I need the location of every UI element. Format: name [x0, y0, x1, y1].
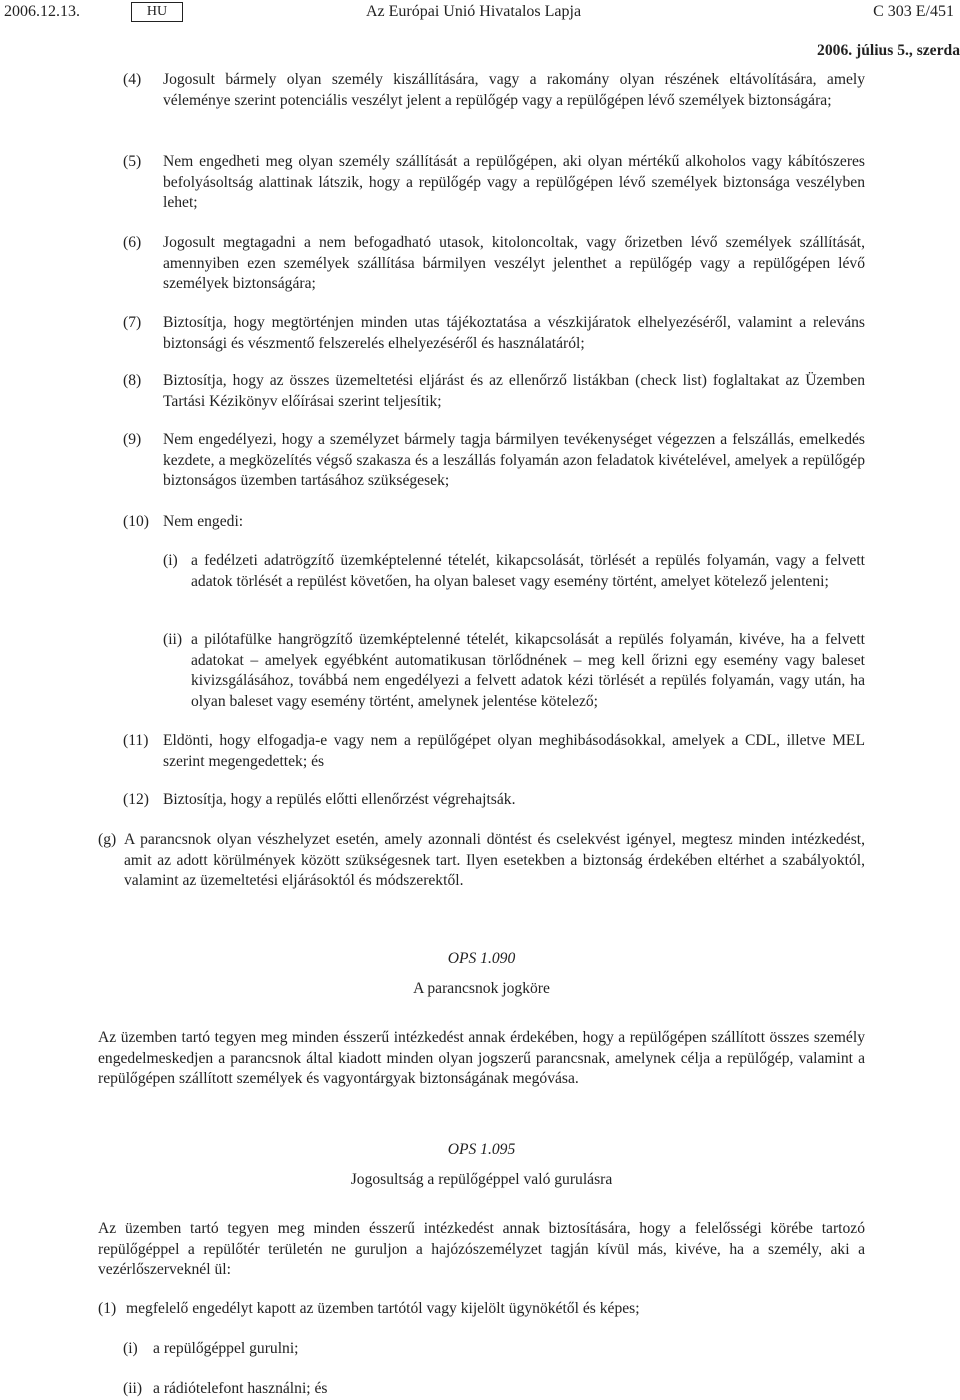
paragraph-label: (g)	[98, 831, 117, 848]
item-text: Biztosítja, hogy a repülés előtti ellenőrzést végrehajtsák.	[163, 791, 516, 808]
item-number: (5)	[123, 153, 142, 170]
item-number: (12)	[123, 791, 149, 808]
publication-date: 2006. július 5., szerda	[817, 42, 960, 59]
item-text: Nem engedi:	[163, 513, 244, 530]
journal-title: Az Európai Unió Hivatalos Lapja	[366, 3, 582, 20]
item-text: Biztosítja, hogy az összes üzemeltetési eljárást és az ellenőrző listákban (check list) foglaltakat az Üzemben Tartási Kézikönyv előírásai szerint teljesítik;	[163, 372, 865, 410]
item-number: (10)	[123, 513, 149, 530]
sub-item-number: (i)	[163, 552, 178, 569]
section-body: Az üzemben tartó tegyen meg minden ésszerű intézkedést annak érdekében, hogy a repülőgépen szállított összes személy engedelmeskedjen a parancsnok által kiadott minden olyan jogszerű parancsnak, amelynek célja a repülőgép, valamint a repülőgépen szállított személyek és vagyontárgyak biztonságának megóvása.	[98, 1029, 865, 1087]
sub-item-text: a fedélzeti adatrögzítő üzemképtelenné tételét, kikapcsolását, törlését a repülés folyamán, vagy a felvett adatok törlését a repülést követően, ha olyan baleset vagy esemény történt, amelyet kötelező jelenteni;	[191, 552, 865, 590]
journal-reference: C 303 E/451	[873, 3, 954, 20]
sub-item-number: (ii)	[123, 1380, 143, 1397]
page-header	[0, 0, 960, 24]
item-number: (11)	[123, 732, 149, 749]
item-text: Nem engedélyezi, hogy a személyzet bármely tagja bármilyen tevékenységet végezzen a felszállás, emelkedés kezdete, a megközelítés végső szakasza és a leszállás folyamán azon feladatok kivételével, amelyek a repülőgép biztonságos üzemben tartásához szükségesek;	[163, 431, 865, 489]
section-code: OPS 1.090	[447, 950, 516, 967]
item-text: Nem engedheti meg olyan személy szállítását a repülőgépen, aki olyan mértékű alkoholos vagy kábítószeres befolyásoltság alattinak látszik, hogy a repülőgép vagy a repülőgépen lévő személyek biztonsága veszélyben lehet;	[163, 153, 865, 211]
header-date: 2006.12.13.	[4, 3, 80, 20]
item-number: (4)	[123, 71, 142, 88]
item-text: Jogosult bármely olyan személy kiszállítására, vagy a rakomány olyan részének eltávolítására, amely véleménye szerint potenciális veszélyt jelent a repülőgép vagy a repülőgépen lévő személyek biztonságára;	[163, 71, 865, 109]
item-number: (6)	[123, 234, 142, 251]
item-number: (8)	[123, 372, 142, 389]
item-text: Biztosítja, hogy megtörténjen minden utas tájékoztatása a vészkijáratok elhelyezéséről, valamint a releváns biztonsági és vészmentő felszerelés elhelyezéséről és használatáról;	[163, 314, 865, 352]
item-number: (1)	[98, 1300, 117, 1317]
sub-item-text: a pilótafülke hangrögzítő üzemképtelenné tételét, kikapcsolását a repülés folyamán, kivéve, ha a felvett adatokat – amelyek egyébként automatikusan törlődnének – meg kell őrizni egy esemény vagy baleset kivizsgálásához, továbbá nem engedélyezi a felvett adatok kézi törlését a repülés folyamán, vagy után, ha olyan baleset vagy esemény történt, amelynek jelentése kötelező;	[191, 631, 865, 710]
language-badge: HU	[131, 2, 183, 22]
item-number: (7)	[123, 314, 142, 331]
item-text: Jogosult megtagadni a nem befogadható utasok, kitoloncoltak, vagy őrizetben lévő személyek szállítását, amennyiben ezen személyek szállítása bármilyen veszélyt jelenthet a repülőgép vagy a repülőgépen lévő személyek biztonságára;	[163, 234, 865, 292]
sub-item-number: (i)	[123, 1340, 138, 1357]
item-number: (9)	[123, 431, 142, 448]
section-title: Jogosultság a repülőgéppel való gurulásra	[350, 1171, 613, 1188]
item-text: Eldönti, hogy elfogadja-e vagy nem a repülőgépet olyan meghibásodásokkal, amelyek a CDL, illetve MEL szerint megengedettek; és	[163, 732, 865, 770]
section-code: OPS 1.095	[447, 1141, 516, 1158]
sub-item-number: (ii)	[163, 631, 183, 648]
section-body: Az üzemben tartó tegyen meg minden ésszerű intézkedést annak biztosítására, hogy a felelősségi körébe tartozó repülőgéppel a repülőtér területén ne guruljon a hajózószemélyzet tagján kívül más, kivéve, ha a személy, aki a vezérlőszerveknél ül:	[98, 1220, 865, 1278]
sub-item-text: a rádiótelefont használni; és	[153, 1380, 328, 1397]
sub-item-text: a repülőgéppel gurulni;	[153, 1340, 299, 1357]
section-title: A parancsnok jogköre	[413, 980, 550, 997]
paragraph-text: A parancsnok olyan vészhelyzet esetén, amely azonnali döntést és cselekvést igényel, megtesz minden intézkedést, amit az adott körülmények között szükségesnek tart. Ilyen esetekben a biztonság érdekében eltérhet a szabályoktól, valamint az üzemeltetési eljárásoktól és módszerektől.	[124, 831, 865, 889]
item-text: megfelelő engedélyt kapott az üzemben tartótól vagy kijelölt ügynökétől és képes;	[126, 1300, 640, 1317]
